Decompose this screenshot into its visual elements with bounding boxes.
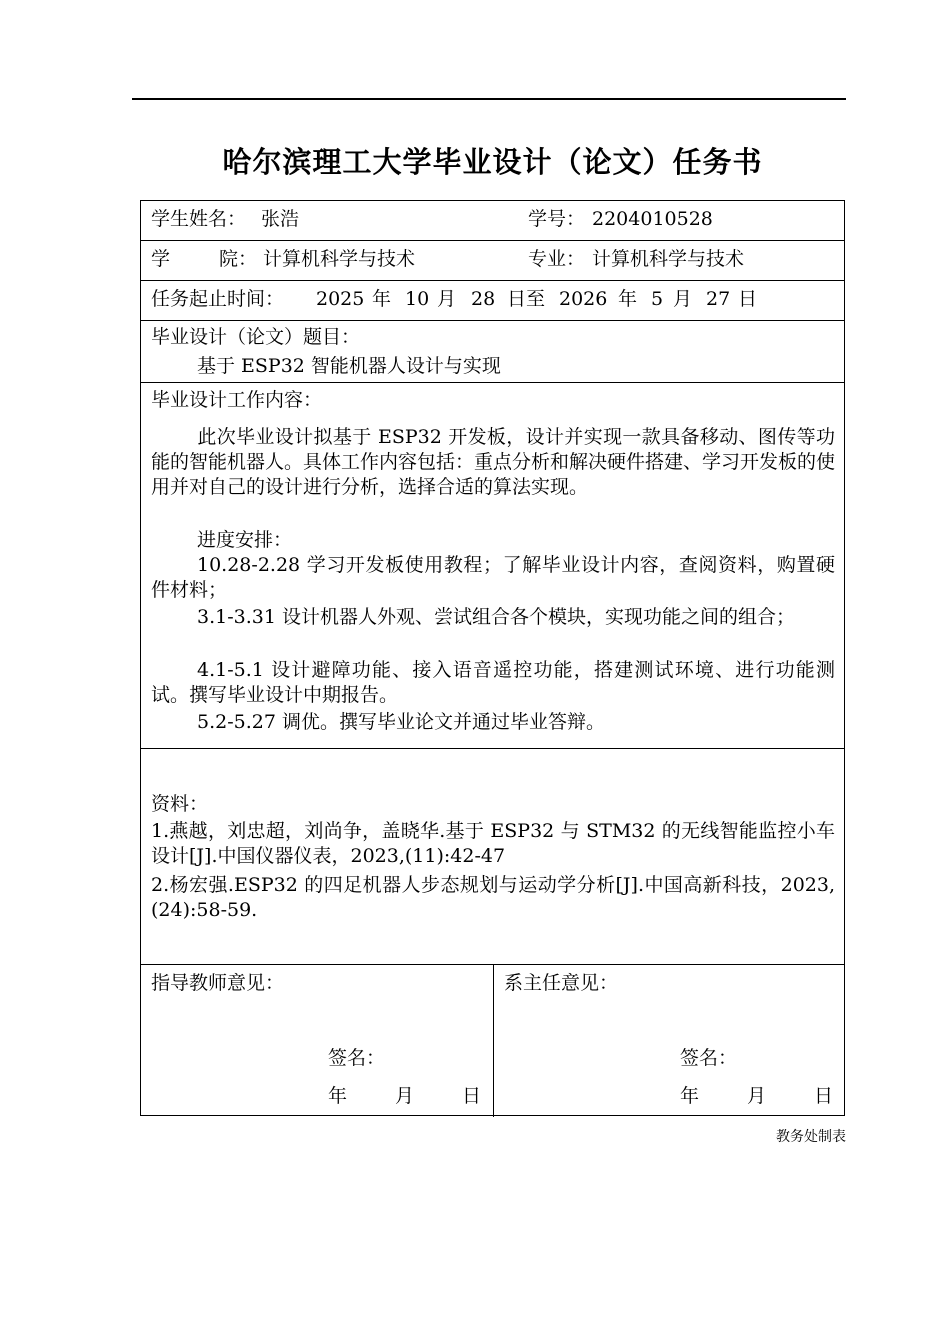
- period-end-year: 2026: [559, 288, 608, 310]
- schedule-item: [151, 553, 835, 603]
- schedule-item-text: 4.1-5.1 设计避障功能、接入语音遥控功能，搭建测试环境、进行功能测试。撰写毕业设计中期报告。: [151, 659, 835, 706]
- schedule-label-text: 进度安排：: [197, 529, 293, 551]
- head-date-month: 月: [747, 1085, 767, 1107]
- row-content: [141, 383, 844, 749]
- head-date-day: 日: [814, 1085, 834, 1107]
- content-label: 毕业设计工作内容：: [151, 389, 323, 411]
- period-start-year: 2025: [316, 288, 365, 310]
- major-label: 专业：: [528, 248, 586, 270]
- content-intro-text: 此次毕业设计拟基于 ESP32 开发板，设计并实现一款具备移动、图传等功能的智能机器人。具体工作内容包括：重点分析和解决硬件搭建、学习开发板的使用并对自己的设计进行分析，选择合适的算法实现。: [151, 426, 836, 498]
- schedule-item: [151, 605, 835, 630]
- student-name-value: 张浩: [261, 208, 300, 230]
- references-label: 资料：: [151, 793, 209, 815]
- content-intro: [151, 425, 835, 500]
- advisor-date-year: 年: [328, 1085, 348, 1107]
- advisor-sign-label: 签名：: [328, 1047, 386, 1069]
- major-value: 计算机科学与技术: [592, 248, 745, 270]
- period-start-nian: 年: [372, 288, 392, 310]
- schedule-label: [151, 528, 835, 553]
- opinions-divider: [493, 965, 494, 1117]
- college-label-a: 学: [151, 248, 171, 270]
- college-value: 计算机科学与技术: [263, 248, 416, 270]
- row-college: [141, 241, 844, 281]
- schedule-item-text: 10.28-2.28 学习开发板使用教程；了解毕业设计内容，查阅资料，购置硬件材料；: [151, 554, 835, 601]
- head-opinion-label: 系主任意见：: [504, 972, 619, 994]
- row-opinions: [141, 965, 844, 1117]
- schedule-item: [151, 710, 835, 735]
- period-label: 任务起止时间：: [151, 288, 285, 310]
- student-id-value: 2204010528: [592, 208, 713, 230]
- topic-value: 基于 ESP32 智能机器人设计与实现: [197, 355, 501, 377]
- college-label-b: 院：: [219, 248, 258, 270]
- reference-item: 2.杨宏强.ESP32 的四足机器人步态规划与运动学分析[J].中国高新科技，2023,(24):58-59.: [151, 874, 835, 921]
- row-topic: [141, 321, 844, 383]
- page-title: 哈尔滨理工大学毕业设计（论文）任务书: [222, 145, 763, 179]
- task-form-table: [140, 200, 845, 1116]
- period-end-month: 5: [651, 288, 664, 310]
- schedule-item: [151, 658, 835, 708]
- schedule-item-text: 5.2-5.27 调优。撰写毕业论文并通过毕业答辩。: [197, 711, 605, 733]
- schedule-item-text: 3.1-3.31 设计机器人外观、尝试组合各个模块，实现功能之间的组合；: [197, 606, 795, 628]
- footer-note: 教务处制表: [776, 1129, 846, 1145]
- head-sign-label: 签名：: [680, 1047, 738, 1069]
- student-name-label: 学生姓名：: [151, 208, 247, 230]
- period-end-ri: 日: [738, 288, 758, 310]
- top-rule: [132, 98, 846, 100]
- period-end-nian: 年: [618, 288, 638, 310]
- period-start-yue: 月: [437, 288, 457, 310]
- period-start-day: 28: [471, 288, 496, 310]
- row-period: [141, 281, 844, 321]
- row-student: [141, 201, 844, 241]
- row-references: [141, 749, 844, 965]
- advisor-opinion-label: 指导教师意见：: [151, 972, 285, 994]
- period-start-month: 10: [405, 288, 430, 310]
- advisor-date-month: 月: [395, 1085, 415, 1107]
- reference-item: 1.燕越，刘忠超，刘尚争，盖晓华.基于 ESP32 与 STM32 的无线智能监控小车设计[J].中国仪器仪表，2023,(11):42-47: [151, 820, 835, 867]
- period-end-yue: 月: [673, 288, 693, 310]
- period-end-day: 27: [706, 288, 731, 310]
- student-id-label: 学号：: [528, 208, 586, 230]
- head-date-year: 年: [680, 1085, 700, 1107]
- advisor-date-day: 日: [462, 1085, 482, 1107]
- period-ri-zhi: 日至: [507, 288, 546, 310]
- topic-label: 毕业设计（论文）题目：: [151, 326, 361, 348]
